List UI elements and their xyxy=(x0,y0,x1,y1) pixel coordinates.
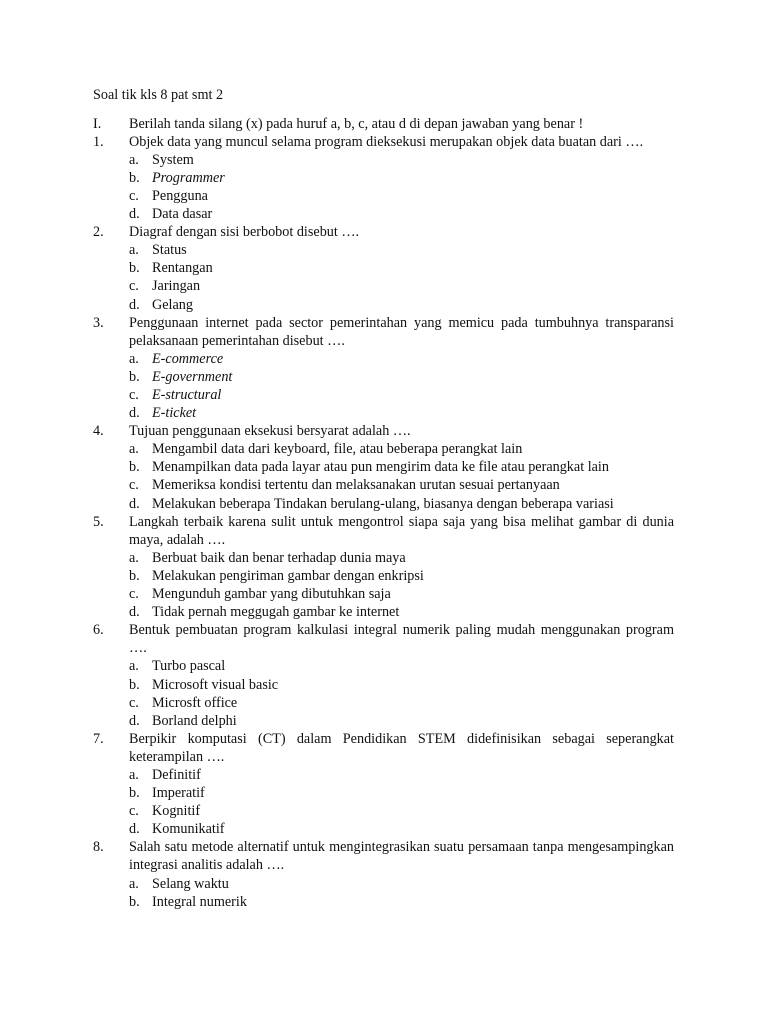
option-text: Rentangan xyxy=(152,260,213,277)
option-list xyxy=(93,151,674,223)
option-3-d xyxy=(129,404,674,422)
option-text: Tidak pernah meggugah gambar ke internet xyxy=(152,604,400,621)
option-letter: c. xyxy=(129,278,139,295)
option-text: Berbuat baik dan benar terhadap dunia maya xyxy=(152,549,406,566)
option-text: Borland delphi xyxy=(152,712,237,729)
option-text: E-commerce xyxy=(152,350,224,367)
option-1-a xyxy=(129,151,674,169)
question-number: 5. xyxy=(93,513,104,530)
option-1-d xyxy=(129,205,674,223)
option-text: Gelang xyxy=(152,296,193,313)
option-letter: c. xyxy=(129,187,139,204)
question-number: 3. xyxy=(93,314,104,331)
option-3-a xyxy=(129,350,674,368)
option-2-a xyxy=(129,241,674,259)
option-text: Definitif xyxy=(152,766,201,783)
option-text: Kognitif xyxy=(152,803,201,820)
question-5 xyxy=(93,513,674,622)
option-list xyxy=(93,440,674,512)
option-7-c xyxy=(129,802,674,820)
option-letter: a. xyxy=(129,875,139,892)
option-7-a xyxy=(129,766,674,784)
question-text: Langkah terbaik karena sulit untuk mengontrol siapa saja yang bisa melihat gambar di dunia maya, adalah …. xyxy=(129,513,674,548)
option-text: Status xyxy=(152,242,187,259)
option-text: Integral numerik xyxy=(152,893,247,910)
option-6-b xyxy=(129,676,674,694)
option-text: Microsoft visual basic xyxy=(152,676,279,693)
option-2-c xyxy=(129,277,674,295)
option-text: Turbo pascal xyxy=(152,658,226,675)
question-6 xyxy=(93,621,674,730)
option-7-d xyxy=(129,820,674,838)
question-number: 7. xyxy=(93,730,104,747)
question-8 xyxy=(93,838,674,910)
question-2 xyxy=(93,223,674,313)
option-letter: b. xyxy=(129,567,140,584)
document-title: Soal tik kls 8 pat smt 2 xyxy=(93,87,224,103)
option-5-b xyxy=(129,567,674,585)
option-list xyxy=(93,766,674,838)
option-letter: a. xyxy=(129,766,139,783)
option-text: Melakukan beberapa Tindakan berulang-ulang, biasanya dengan beberapa variasi xyxy=(152,495,614,512)
option-6-a xyxy=(129,657,674,675)
question-text: Penggunaan internet pada sector pemerintahan yang memicu pada tumbuhnya transparansi pelaksanaan pemerintahan disebut …. xyxy=(129,314,674,349)
question-number: 1. xyxy=(93,133,104,150)
option-letter: c. xyxy=(129,803,139,820)
option-2-b xyxy=(129,259,674,277)
instruction-text: Berilah tanda silang (x) pada huruf a, b, c, atau d di depan jawaban yang benar ! xyxy=(129,115,584,132)
option-text: Komunikatif xyxy=(152,821,225,838)
instruction xyxy=(93,115,674,133)
option-5-c xyxy=(129,585,674,603)
option-letter: d. xyxy=(129,604,140,621)
question-number: 8. xyxy=(93,839,104,856)
option-text: Melakukan pengiriman gambar dengan enkripsi xyxy=(152,567,424,584)
question-text: Tujuan penggunaan eksekusi bersyarat adalah …. xyxy=(129,423,411,440)
option-letter: d. xyxy=(129,495,140,512)
option-letter: a. xyxy=(129,151,139,168)
option-6-c xyxy=(129,694,674,712)
option-list xyxy=(93,549,674,621)
question-text: Bentuk pembuatan program kalkulasi integral numerik paling mudah menggunakan program …. xyxy=(129,622,674,657)
question-text: Berpikir komputasi (CT) dalam Pendidikan STEM didefinisikan sebagai seperangkat keterampilan …. xyxy=(129,730,674,765)
option-text: System xyxy=(152,151,194,168)
question-number: 2. xyxy=(93,224,104,241)
option-text: Pengguna xyxy=(152,187,208,204)
option-1-c xyxy=(129,187,674,205)
question-4 xyxy=(93,422,674,512)
title-spacer xyxy=(0,104,768,115)
option-list xyxy=(93,657,674,729)
option-4-d xyxy=(129,495,674,513)
option-letter: c. xyxy=(129,694,139,711)
option-letter: b. xyxy=(129,676,140,693)
question-text: Objek data yang muncul selama program dieksekusi merupakan objek data buatan dari …. xyxy=(129,133,644,150)
option-letter: c. xyxy=(129,477,139,494)
option-text: Mengambil data dari keyboard, file, atau beberapa perangkat lain xyxy=(152,441,523,458)
option-letter: a. xyxy=(129,658,139,675)
option-letter: b. xyxy=(129,169,140,186)
option-list xyxy=(93,350,674,422)
option-letter: d. xyxy=(129,821,140,838)
option-letter: a. xyxy=(129,350,139,367)
option-list xyxy=(93,241,674,313)
option-text: Memeriksa kondisi tertentu dan melaksanakan urutan sesuai pertanyaan xyxy=(152,477,560,494)
option-text: Programmer xyxy=(152,169,225,186)
option-letter: b. xyxy=(129,368,140,385)
question-text: Salah satu metode alternatif untuk mengintegrasikan suatu persamaan tanpa mengesampingkan integrasi analitis adalah …. xyxy=(129,839,674,874)
option-letter: c. xyxy=(129,586,139,603)
question-3 xyxy=(93,314,674,423)
option-2-d xyxy=(129,296,674,314)
option-7-b xyxy=(129,784,674,802)
question-1 xyxy=(93,133,674,223)
option-text: E-government xyxy=(152,368,233,385)
option-letter: d. xyxy=(129,296,140,313)
option-5-a xyxy=(129,549,674,567)
option-4-b xyxy=(129,458,674,476)
option-5-d xyxy=(129,603,674,621)
option-text: Selang waktu xyxy=(152,875,229,892)
option-text: Microsft office xyxy=(152,694,238,711)
option-letter: a. xyxy=(129,441,139,458)
option-text: E-structural xyxy=(152,387,222,403)
option-text: Data dasar xyxy=(152,206,213,223)
option-3-c xyxy=(129,386,674,404)
option-letter: d. xyxy=(129,206,140,223)
option-letter: c. xyxy=(129,387,139,403)
option-letter: b. xyxy=(129,893,140,910)
option-1-b xyxy=(129,169,674,187)
option-4-a xyxy=(129,440,674,458)
instruction-number: I. xyxy=(93,115,102,132)
option-8-a xyxy=(129,875,674,893)
question-list xyxy=(0,133,768,911)
option-letter: d. xyxy=(129,712,140,729)
option-6-d xyxy=(129,712,674,730)
option-text: Mengunduh gambar yang dibutuhkan saja xyxy=(152,586,391,603)
option-text: Imperatif xyxy=(152,785,205,802)
question-number: 4. xyxy=(93,423,104,440)
option-8-b xyxy=(129,893,674,911)
question-number: 6. xyxy=(93,622,104,639)
option-letter: d. xyxy=(129,405,140,422)
option-letter: b. xyxy=(129,260,140,277)
question-7 xyxy=(93,730,674,839)
question-text: Diagraf dengan sisi berbobot disebut …. xyxy=(129,224,360,241)
option-letter: b. xyxy=(129,459,140,476)
option-4-c xyxy=(129,476,674,494)
option-3-b xyxy=(129,368,674,386)
option-letter: b. xyxy=(129,785,140,802)
option-text: Jaringan xyxy=(152,278,201,295)
option-letter: a. xyxy=(129,242,139,259)
option-text: E-ticket xyxy=(152,405,197,422)
option-text: Menampilkan data pada layar atau pun mengirim data ke file atau perangkat lain xyxy=(152,459,609,476)
option-list xyxy=(93,875,674,911)
option-letter: a. xyxy=(129,549,139,566)
